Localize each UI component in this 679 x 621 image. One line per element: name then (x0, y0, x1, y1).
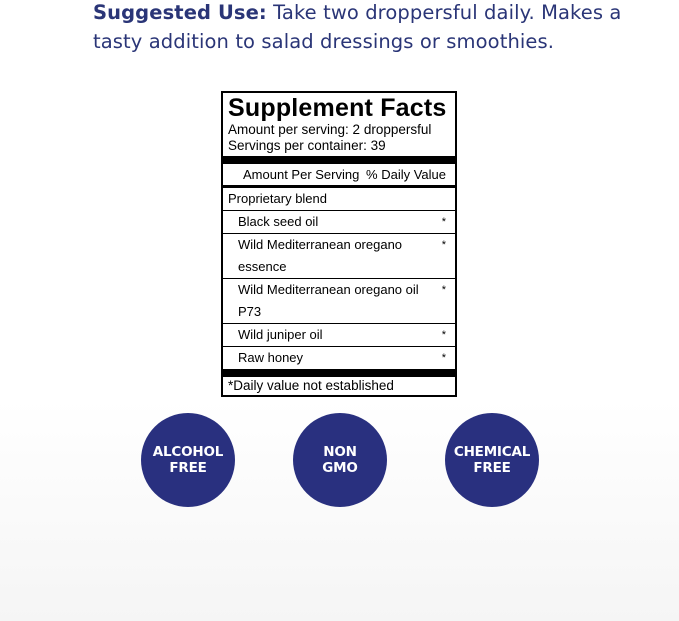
chemical-free-badge (445, 413, 539, 507)
ingredient-row (223, 346, 455, 369)
suggested-use-text (93, 0, 653, 56)
badge-line-1: CHEMICAL (453, 443, 531, 460)
ingredient-row (223, 210, 455, 233)
suggested-use-label: Suggested Use: (93, 1, 267, 24)
badge-line-2: FREE (473, 460, 511, 476)
column-amount-header: Amount Per Serving (243, 167, 360, 182)
ingredient-name: Raw honey (238, 350, 304, 365)
badge-line-1: ALCOHOL (152, 443, 224, 460)
proprietary-blend-row: Proprietary blend (228, 191, 327, 206)
badge-line-1: NON (323, 443, 357, 460)
ingredient-daily-value: * (441, 216, 446, 228)
ingredient-daily-value: * (441, 284, 446, 296)
ingredient-row (223, 233, 455, 278)
ingredient-name: Black seed oil (238, 214, 319, 229)
thick-divider (223, 156, 455, 164)
ingredient-row (223, 323, 455, 346)
supplement-facts-panel (221, 91, 457, 397)
thick-divider (223, 369, 455, 377)
servings-per-container: Servings per container: 39 (228, 138, 386, 153)
ingredient-daily-value: * (441, 329, 446, 341)
badge-line-2: GMO (322, 460, 358, 476)
column-daily-value-header: % Daily Value (366, 167, 446, 182)
ingredient-rows (223, 188, 455, 369)
daily-value-footnote: *Daily value not established (228, 378, 394, 393)
ingredient-name: Wild Mediterranean oregano essence (238, 237, 403, 274)
alcohol-free-badge (141, 413, 235, 507)
ingredient-row (223, 278, 455, 323)
amount-per-serving: Amount per serving: 2 droppersful (228, 122, 432, 137)
suggested-use-body: Take two droppersful daily. Makes a tasty addition to salad dressings or smoothies. (93, 1, 622, 53)
supplement-facts-title: Supplement Facts (228, 94, 447, 122)
badge-line-2: FREE (169, 460, 207, 476)
ingredient-daily-value: * (441, 352, 446, 364)
ingredient-name: Wild juniper oil (238, 327, 323, 342)
ingredient-daily-value: * (441, 239, 446, 251)
ingredient-name: Wild Mediterranean oregano oil P73 (238, 282, 419, 319)
column-header-row (223, 164, 455, 185)
non-gmo-badge (293, 413, 387, 507)
